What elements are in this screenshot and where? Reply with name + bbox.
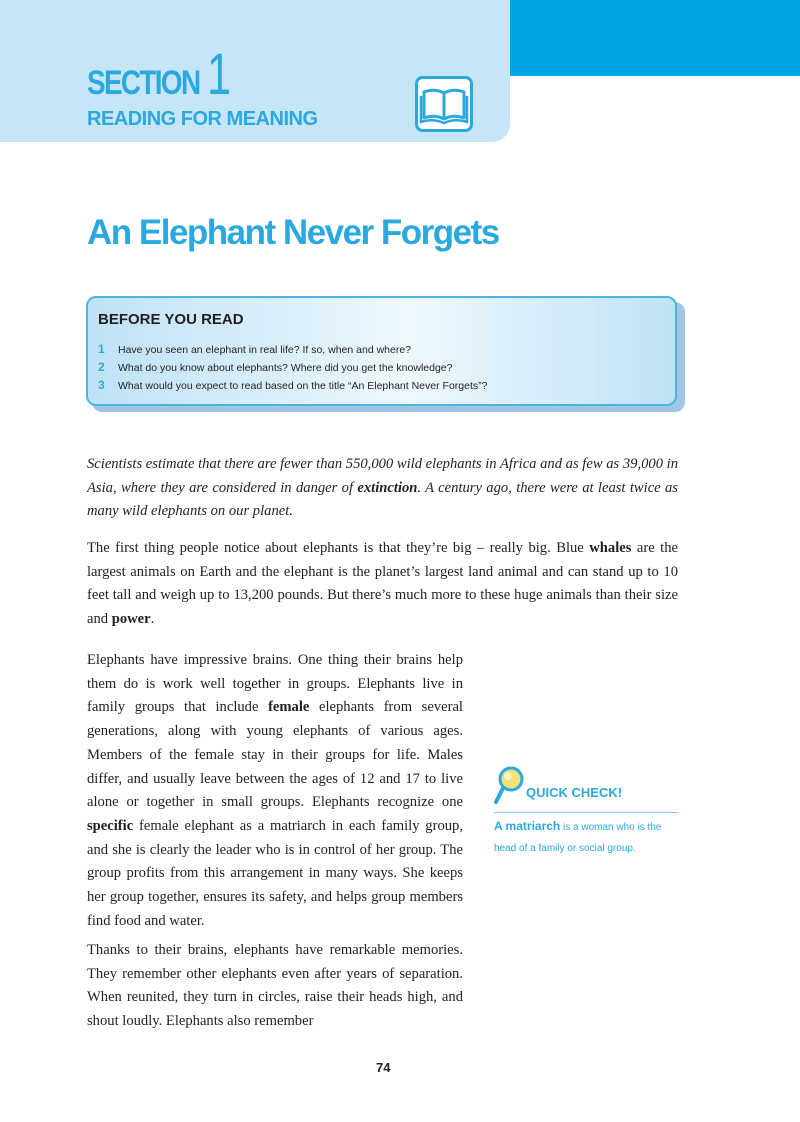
page-title: An Elephant Never Forgets bbox=[87, 213, 499, 252]
magnifier-icon bbox=[494, 766, 524, 806]
body-text: female elephant as a matriarch in each family group, and she is clearly the leader who is in control of her group. The group profits from this arrangement in many ways. She keeps her group together, ensures its safety, and helps group members find food and water. bbox=[87, 817, 463, 929]
header-accent-block bbox=[510, 0, 800, 76]
question-number: 2 bbox=[98, 360, 105, 374]
vocab-extinction: extinction bbox=[357, 479, 418, 496]
page-number: 74 bbox=[376, 1060, 391, 1075]
question-text: What do you know about elephants? Where did you get the knowledge? bbox=[118, 362, 453, 374]
vocab-specific: specific bbox=[87, 817, 134, 834]
section-subtitle: READING FOR MEANING bbox=[87, 108, 318, 130]
body-text: Thanks to their brains, elephants have remarkable memories. They remember other elephants even after years of separation. When reunited, they turn in circles, raise their heads high, and shout loudly. Elephants also remember bbox=[87, 942, 463, 1030]
vocab-whales: whales bbox=[589, 540, 632, 556]
body-paragraph bbox=[87, 537, 678, 632]
question-number: 3 bbox=[98, 378, 105, 392]
quick-check-divider bbox=[494, 812, 678, 813]
vocab-female: female bbox=[268, 699, 310, 716]
question-item bbox=[98, 360, 452, 374]
quick-check-text: is a woman who is the head of a family or social group. bbox=[494, 822, 662, 854]
vocab-power: power bbox=[111, 611, 151, 628]
body-text: are the largest animals on Earth and the elephant is the planet’s largest land animal and can stand up to 10 feet tall and weigh up to 13,200 pounds. But there’s much more to these huge animals than their size and bbox=[87, 540, 678, 628]
quick-check-term: A matriarch bbox=[494, 819, 561, 833]
question-text: Have you seen an elephant in real life? If so, when and where? bbox=[118, 344, 412, 356]
body-text: elephants from several generations, along with young elephants of various ages. Members of the female stay in their groups for life. Males differ, and usually leave between the ages of 12 and 17 to live alone or together in small groups. Elephants recognize one bbox=[87, 699, 463, 811]
section-label: SECTION bbox=[87, 64, 200, 102]
open-book-icon bbox=[415, 76, 473, 132]
before-you-read-box bbox=[86, 296, 677, 406]
quick-check-definition bbox=[494, 816, 684, 859]
section-number: 1 bbox=[207, 42, 232, 107]
body-text: The first thing people notice about elephants is that they’re big – really big. Blue bbox=[87, 540, 590, 556]
body-text: Elephants have impressive brains. One thing their brains help them do is work well together in groups. Elephants live in family groups that include bbox=[87, 652, 463, 716]
question-item bbox=[98, 342, 411, 356]
quick-check-title: QUICK CHECK! bbox=[526, 785, 623, 800]
intro-paragraph bbox=[87, 453, 678, 524]
question-text: What would you expect to read based on the title “An Elephant Never Forgets”? bbox=[118, 380, 488, 392]
intro-text: Scientists estimate that there are fewer than 550,000 wild elephants in Africa and as few as 39,000 in Asia, where they are considered in danger of bbox=[87, 456, 678, 496]
question-item bbox=[98, 378, 487, 392]
body-paragraph bbox=[87, 939, 463, 1034]
body-paragraph bbox=[87, 649, 463, 933]
intro-text: . A century ago, there were at least twice as many wild elephants on our planet. bbox=[87, 479, 678, 520]
question-number: 1 bbox=[98, 342, 105, 356]
before-you-read-heading: BEFORE YOU READ bbox=[98, 311, 244, 328]
body-text: . bbox=[150, 611, 155, 628]
